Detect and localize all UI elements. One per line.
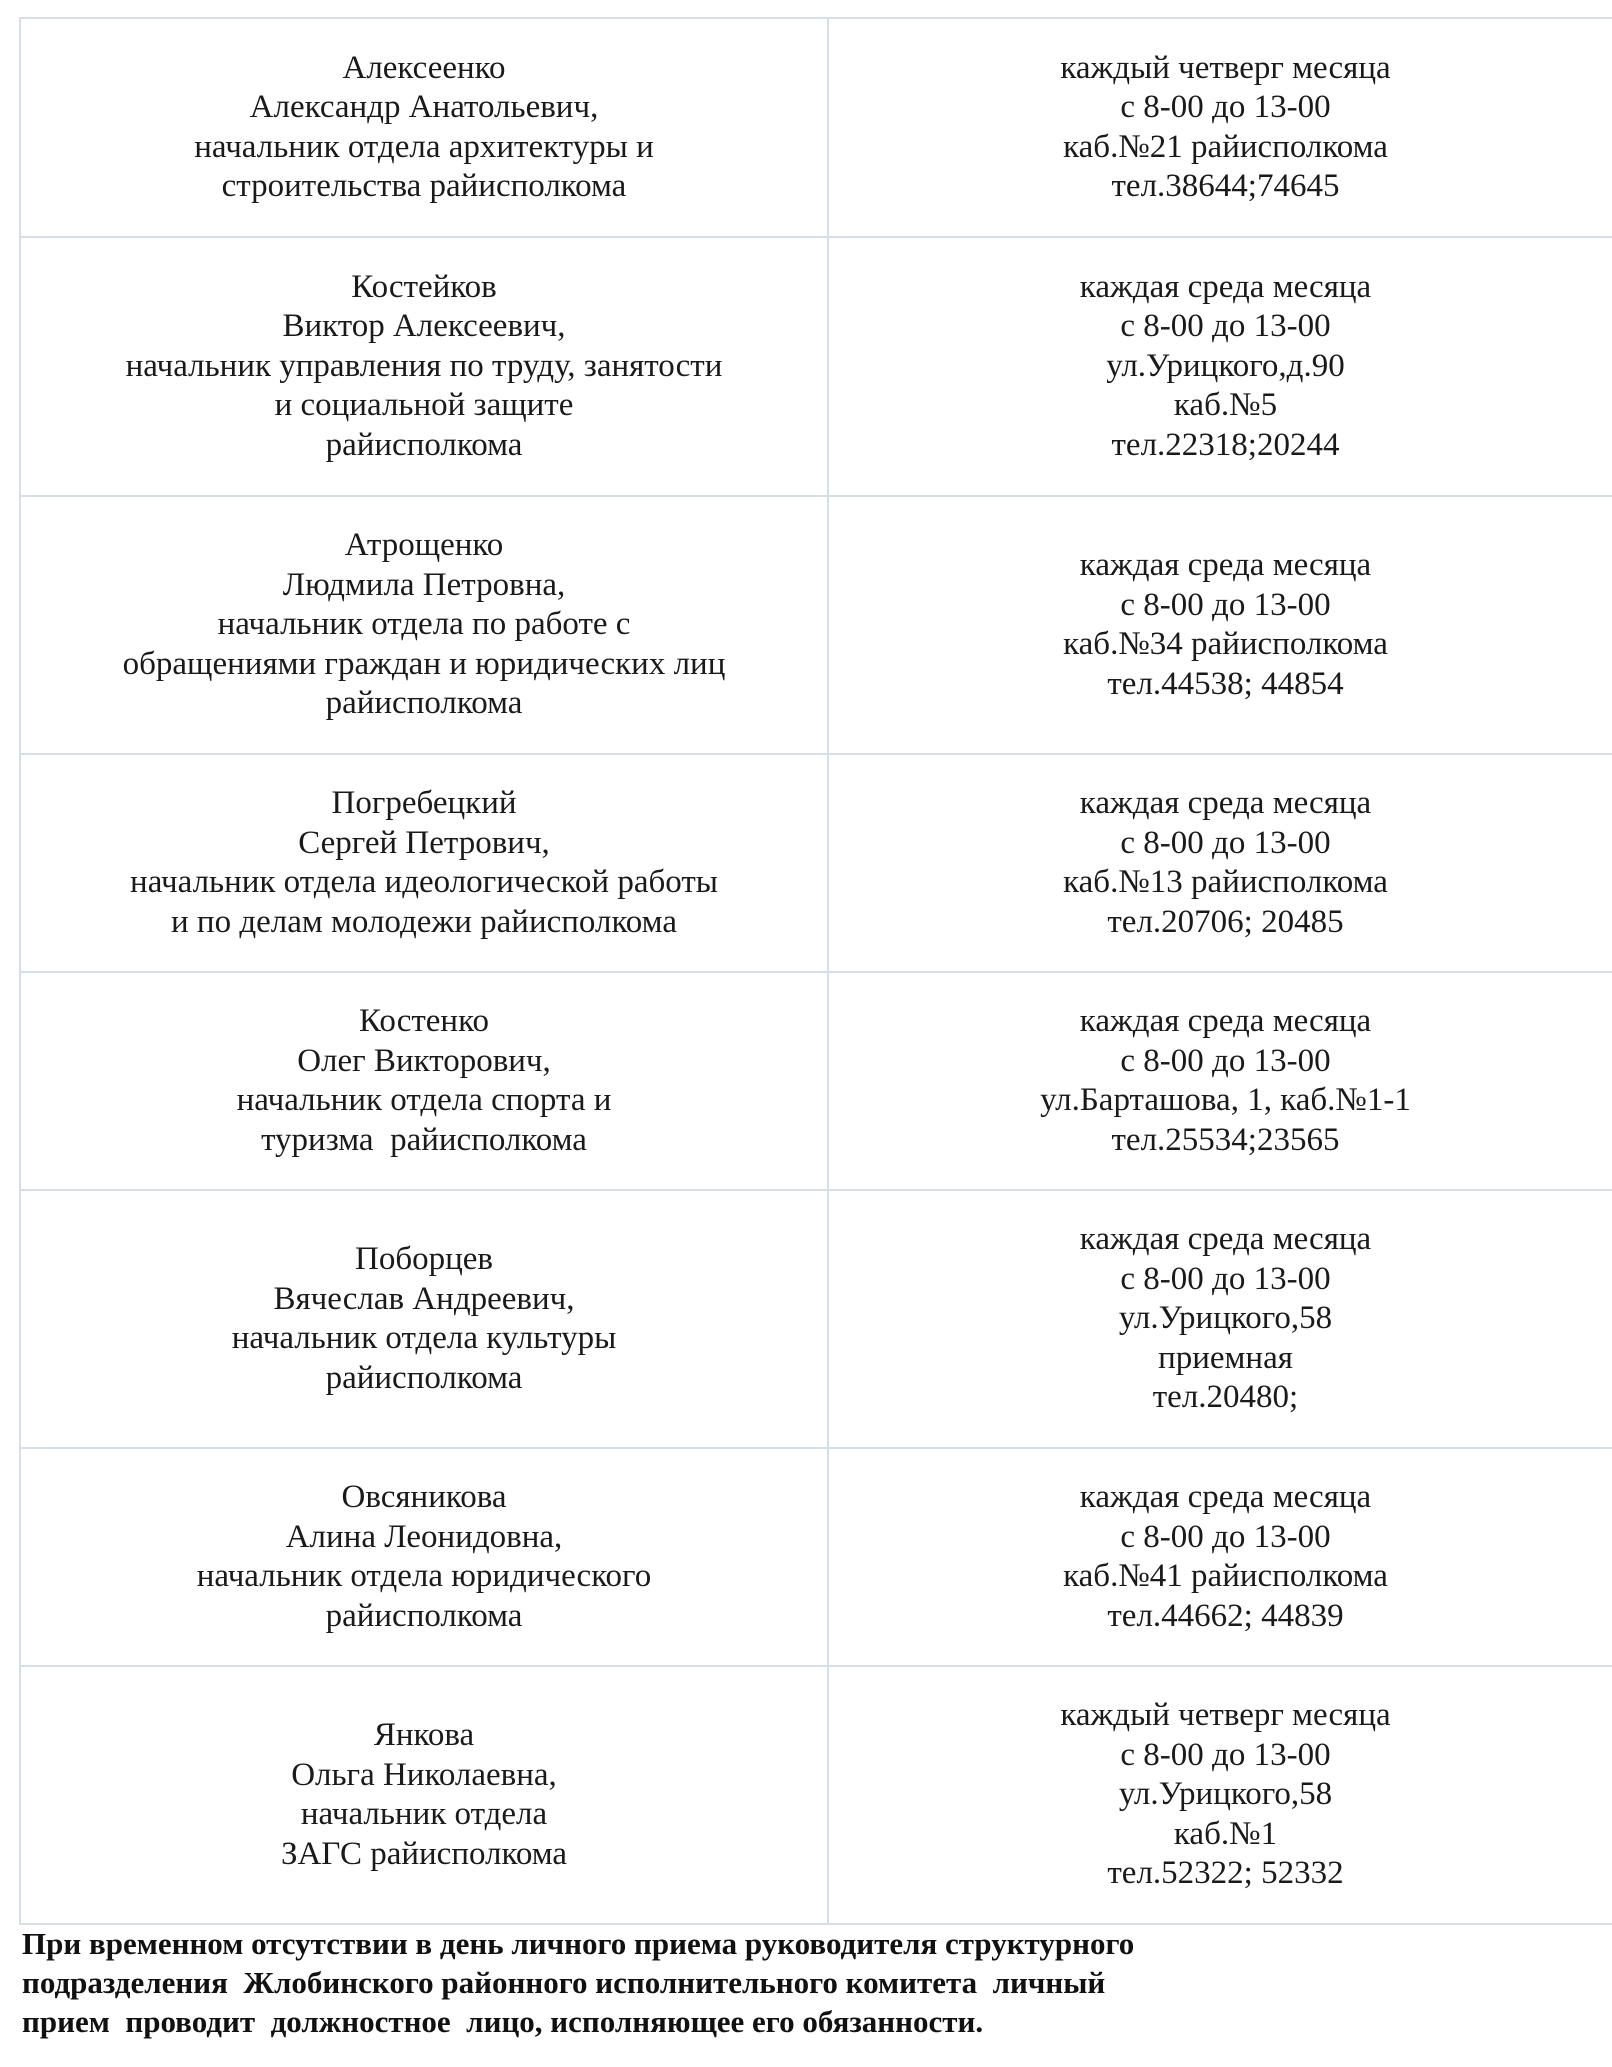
official-surname: Атрощенко (344, 527, 504, 564)
reception-hours-cell (828, 1666, 1612, 1924)
reception-hours-cell (828, 1448, 1612, 1666)
table-row (20, 1448, 1612, 1666)
official-position: начальник отдела юридического (196, 1558, 652, 1594)
reception-phone: тел.38644;74645 (1111, 168, 1340, 204)
reception-phone: тел.44538; 44854 (1107, 665, 1344, 702)
reception-day: каждая среда месяца (1079, 547, 1372, 583)
reception-location: каб.№21 райисполкома (1063, 128, 1388, 165)
official-position: начальник управления по труду, занятости (125, 347, 723, 384)
table-row (20, 754, 1612, 972)
footer-note (22, 1924, 1582, 2041)
reception-location: ул.Урицкого,58 (1118, 1776, 1333, 1813)
footer-note-line: При временном отсутствии в день личного приема руководителя структурного (22, 1926, 1135, 1961)
table-row (20, 18, 1612, 237)
reception-phone: тел.44662; 44839 (1107, 1597, 1344, 1634)
reception-time: с 8-00 до 13-00 (1120, 1260, 1331, 1297)
official-surname: Овсяникова (341, 1479, 507, 1515)
reception-time: с 8-00 до 13-00 (1120, 1042, 1331, 1079)
official-cell (20, 972, 828, 1190)
table-row (20, 237, 1612, 496)
official-surname: Алексеенко (342, 49, 506, 86)
reception-location: приемная (1158, 1339, 1293, 1376)
official-name: Александр Анатольевич, (249, 89, 599, 125)
reception-time: с 8-00 до 13-00 (1120, 824, 1331, 861)
official-surname: Костейков (351, 268, 497, 305)
reception-location: каб.№5 (1173, 387, 1278, 424)
official-name: Вячеслав Андреевич, (273, 1280, 575, 1317)
official-position: начальник отдела культуры (231, 1320, 617, 1356)
table-row (20, 972, 1612, 1190)
reception-location: ул.Урицкого,58 (1118, 1300, 1333, 1337)
reception-hours-cell (828, 972, 1612, 1190)
official-position: начальник отдела по работе с (217, 606, 631, 643)
reception-location: каб.№41 райисполкома (1063, 1558, 1388, 1594)
official-name: Людмила Петровна, (282, 566, 566, 603)
reception-day: каждая среда месяца (1079, 1479, 1372, 1515)
official-cell (20, 237, 828, 496)
reception-location: каб.№34 райисполкома (1063, 626, 1388, 662)
official-position: начальник отдела (300, 1796, 548, 1832)
reception-phone: тел.20706; 20485 (1107, 903, 1344, 940)
official-position: обращениями граждан и юридических лиц (122, 645, 726, 682)
reception-location: каб.№13 райисполкома (1063, 864, 1388, 900)
reception-hours-cell (828, 754, 1612, 972)
reception-day: каждая среда месяца (1079, 268, 1372, 305)
reception-phone: тел.52322; 52332 (1107, 1855, 1344, 1892)
official-cell (20, 496, 828, 754)
official-name: Сергей Петрович, (298, 824, 550, 861)
reception-day: каждый четверг месяца (1060, 1697, 1391, 1734)
official-surname: Костенко (359, 1003, 489, 1039)
official-position: начальник отдела архитектуры и (194, 128, 654, 165)
official-position: райисполкома (325, 1597, 523, 1634)
official-position: и социальной защите (274, 387, 574, 424)
reception-day: каждая среда месяца (1079, 1003, 1372, 1039)
official-position: ЗАГС райисполкома (280, 1835, 568, 1872)
official-position: райисполкома (325, 685, 523, 722)
official-name: Олег Викторович, (297, 1042, 551, 1079)
reception-day: каждый четверг месяца (1060, 49, 1391, 86)
reception-day: каждая среда месяца (1079, 785, 1372, 821)
reception-time: с 8-00 до 13-00 (1120, 586, 1331, 623)
official-position: туризма райисполкома (261, 1121, 587, 1158)
reception-phone: тел.22318;20244 (1111, 426, 1340, 463)
official-position: и по делам молодежи райисполкома (171, 903, 677, 940)
official-surname: Погребецкий (331, 785, 517, 821)
reception-location: ул.Урицкого,д.90 (1106, 347, 1345, 384)
official-cell (20, 18, 828, 237)
official-cell (20, 1190, 828, 1448)
reception-hours-cell (828, 237, 1612, 496)
reception-phone: тел.25534;23565 (1111, 1121, 1340, 1158)
table-row (20, 1190, 1612, 1448)
official-cell (20, 754, 828, 972)
reception-time: с 8-00 до 13-00 (1120, 89, 1331, 125)
official-name: Виктор Алексеевич, (282, 308, 566, 345)
official-position: строительства райисполкома (221, 168, 627, 204)
official-name: Алина Леонидовна, (285, 1518, 563, 1555)
official-position: начальник отдела идеологической работы (130, 864, 718, 900)
footer-note-line: подразделения Жлобинского районного исполнительного комитета личный (22, 1965, 1106, 2000)
official-position: начальник отдела спорта и (236, 1082, 612, 1118)
table-row (20, 496, 1612, 754)
official-name: Ольга Николаевна, (291, 1756, 557, 1793)
reception-time: с 8-00 до 13-00 (1120, 1518, 1331, 1555)
official-cell (20, 1448, 828, 1666)
official-surname: Янкова (373, 1717, 475, 1753)
reception-location: каб.№1 (1173, 1815, 1278, 1852)
official-cell (20, 1666, 828, 1924)
official-position: райисполкома (325, 1359, 523, 1396)
table-row (20, 1666, 1612, 1924)
reception-hours-cell (828, 1190, 1612, 1448)
official-surname: Поборцев (354, 1241, 493, 1277)
reception-phone: тел.20480; (1152, 1379, 1299, 1416)
reception-time: с 8-00 до 13-00 (1120, 1736, 1331, 1773)
reception-hours-cell (828, 18, 1612, 237)
reception-location: ул.Барташова, 1, каб.№1-1 (1040, 1082, 1411, 1118)
reception-schedule-table (19, 17, 1612, 1925)
reception-time: с 8-00 до 13-00 (1120, 308, 1331, 345)
footer-note-line: прием проводит должностное лицо, исполняющее его обязанности. (22, 2004, 984, 2039)
reception-hours-cell (828, 496, 1612, 754)
official-position: райисполкома (325, 426, 523, 463)
reception-day: каждая среда месяца (1079, 1221, 1372, 1258)
